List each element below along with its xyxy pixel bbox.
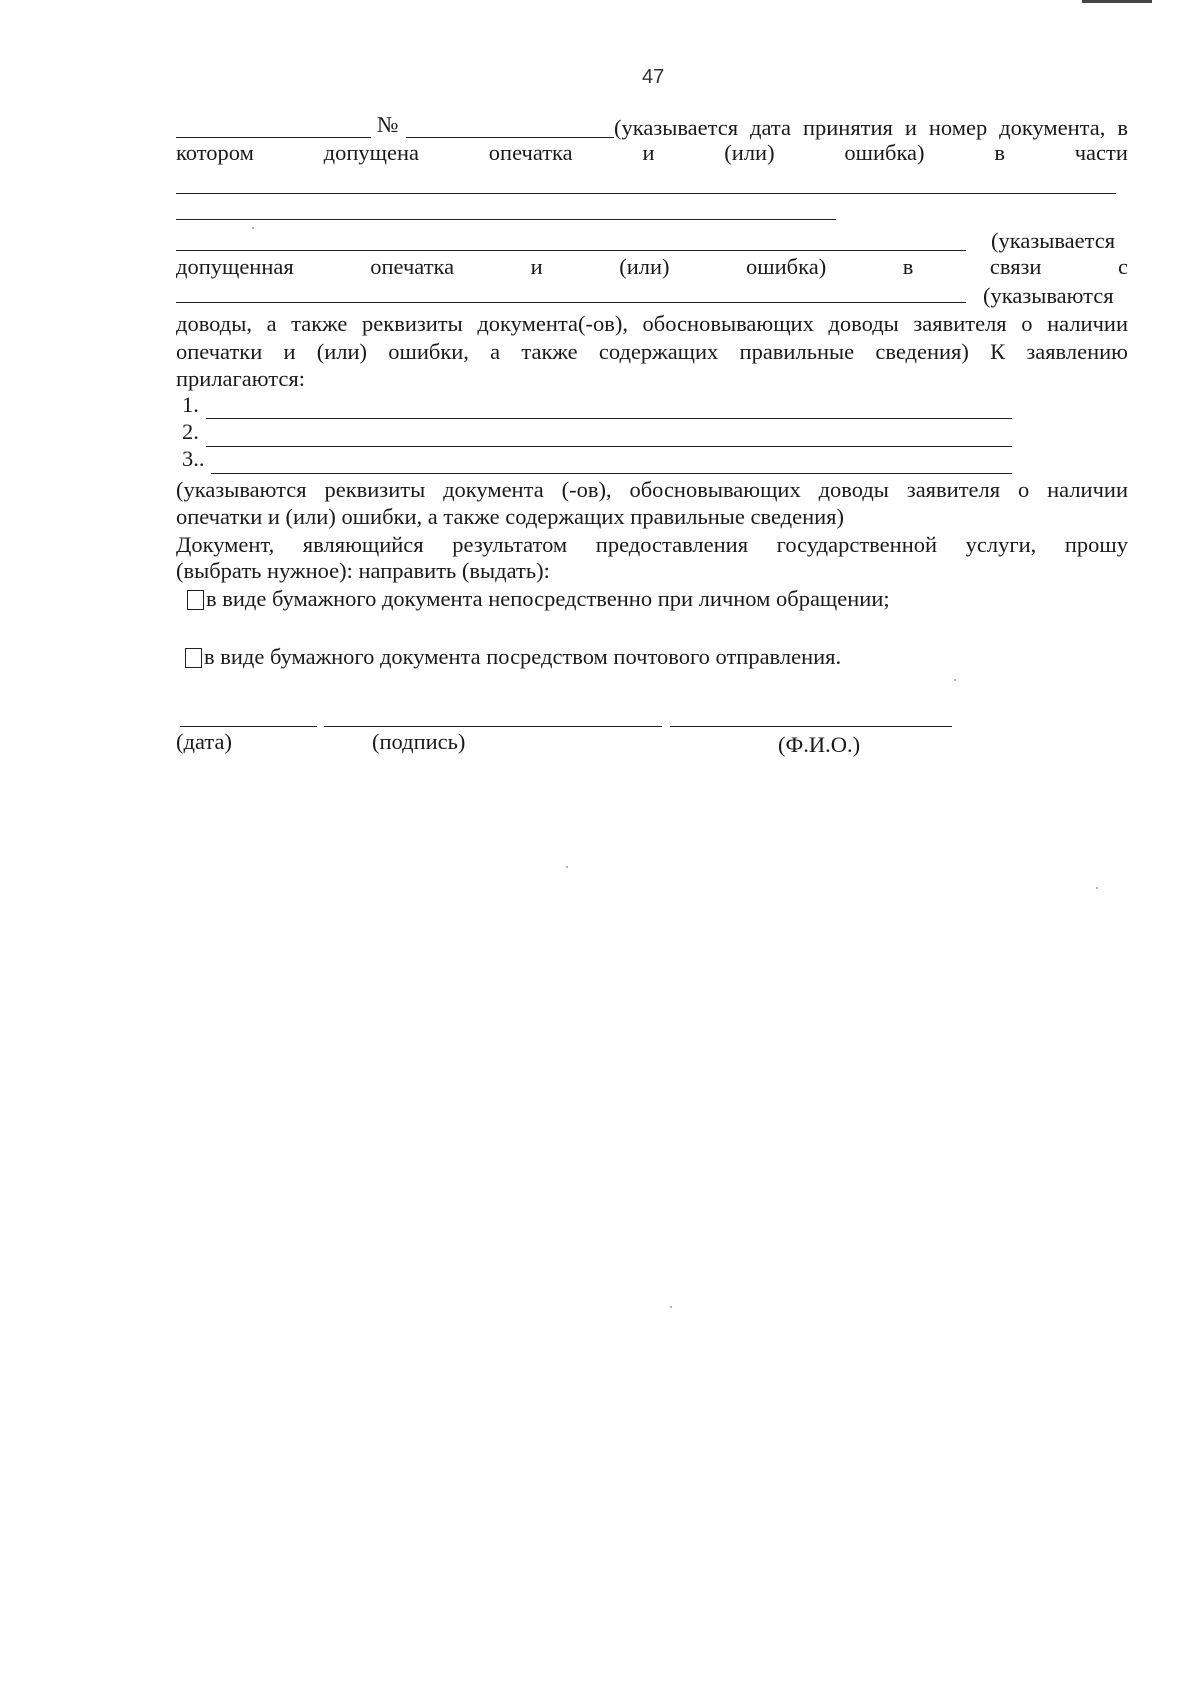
word: допущена: [323, 140, 419, 165]
date-caption: (дата): [176, 729, 232, 754]
line4-words: [176, 254, 1128, 280]
indicated-text: (указывается: [991, 228, 1116, 253]
signature-caption: (подпись): [372, 729, 466, 754]
word: ошибка): [746, 254, 827, 279]
scan-speck: [670, 1306, 672, 1308]
word: опечатка: [488, 140, 573, 165]
blank-line[interactable]: [176, 302, 966, 303]
para3-line: Документ, являющийся результатом предоставления государственной услуги, прошу: [176, 532, 1128, 557]
para2-line: опечатки и (или) ошибки, а также содержащих правильные сведения): [176, 504, 845, 529]
word: (или): [619, 254, 670, 279]
word: в: [902, 254, 914, 279]
line1-tail-text: (указывается дата принятия и номер документа, в: [614, 115, 1128, 140]
attachment-label: 3..: [182, 446, 205, 471]
attachment-blank-line[interactable]: [206, 446, 1012, 447]
page-number: 47: [642, 66, 665, 88]
scan-speck: [954, 679, 956, 681]
word: с: [1118, 254, 1128, 279]
word: части: [1074, 140, 1128, 165]
word: (или): [724, 140, 775, 165]
full-name-line[interactable]: [670, 726, 952, 727]
word: в: [994, 140, 1005, 165]
word: связи: [989, 254, 1042, 279]
blank-line[interactable]: [176, 193, 1116, 194]
indicated-plural-text: (указываются: [983, 283, 1114, 308]
word: опечатка: [370, 254, 455, 279]
scan-speck: [252, 227, 254, 229]
attachment-label: 1.: [182, 392, 199, 417]
doc-number-blank-line[interactable]: [406, 137, 614, 138]
para1-line: прилагаются:: [176, 366, 305, 391]
line2-words: [176, 140, 1128, 166]
option-personal-visit-label: в виде бумажного документа непосредственно при личном обращении;: [206, 586, 890, 611]
signature-line[interactable]: [324, 726, 662, 727]
date-blank-line[interactable]: [176, 137, 371, 138]
personal-visit-checkbox[interactable]: [187, 590, 204, 610]
number-sign: №: [377, 112, 399, 137]
word: и: [530, 254, 543, 279]
scan-speck: [566, 866, 568, 868]
para1-line: опечатки и (или) ошибки, а также содержащих правильные сведения) К заявлению: [176, 339, 1128, 364]
scan-corner-mark: [1082, 0, 1152, 3]
para2-line: (указываются реквизиты документа (-ов), обосновывающих доводы заявителя о наличии: [176, 477, 1128, 502]
attachment-blank-line[interactable]: [211, 473, 1012, 474]
word: допущенная: [176, 254, 294, 279]
option-postal-label: в виде бумажного документа посредством почтового отправления.: [204, 644, 842, 669]
date-signature-line[interactable]: [180, 726, 317, 727]
para1-line: доводы, а также реквизиты документа(-ов), обосновывающих доводы заявителя о наличии: [176, 311, 1128, 336]
blank-line[interactable]: [176, 219, 836, 220]
attachment-blank-line[interactable]: [206, 418, 1012, 419]
postal-checkbox[interactable]: [185, 648, 202, 668]
para3-line: (выбрать нужное): направить (выдать):: [176, 558, 550, 583]
blank-line[interactable]: [176, 250, 966, 251]
word: и: [642, 140, 655, 165]
full-name-caption: (Ф.И.О.): [778, 732, 861, 757]
word: ошибка): [844, 140, 925, 165]
scan-speck: [1096, 887, 1098, 889]
attachment-label: 2.: [182, 419, 199, 444]
word: котором: [176, 140, 254, 165]
